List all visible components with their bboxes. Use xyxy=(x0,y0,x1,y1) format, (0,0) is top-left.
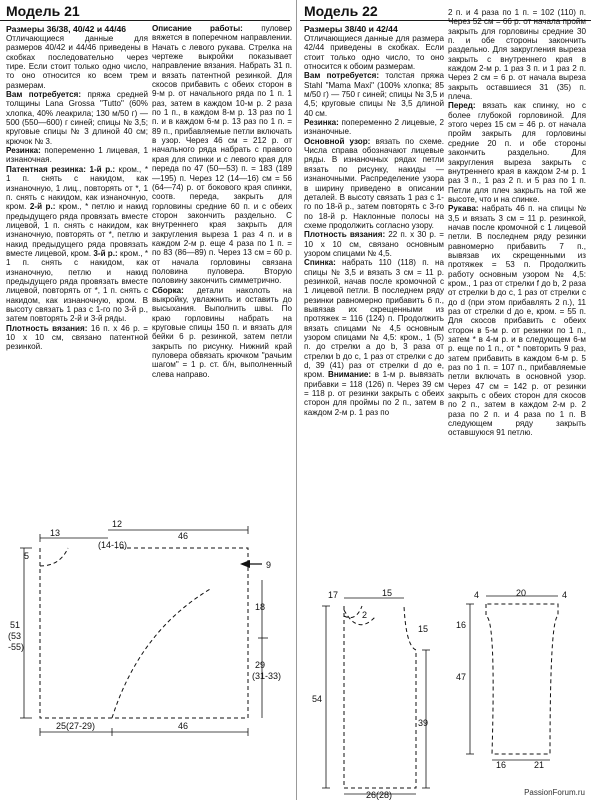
model21-sizes: Размеры 36/38, 40/42 и 44/46 xyxy=(6,24,127,34)
model21-rib-heading: Резинка: xyxy=(6,146,41,156)
model22-rib: Резинка: попеременно 2 лицевые, 2 изнаночные. xyxy=(304,118,444,137)
model21-dim-25: 25(27-29) xyxy=(56,721,96,731)
model21-dim-12: 12 xyxy=(112,520,123,529)
model22-dim-15-top: 15 xyxy=(382,588,393,598)
model22-back-heading: Спинка: xyxy=(304,258,336,268)
model21-patent: Патентная резинка: 1-й р.: кром., * 1 п. снять с накидом, как изнаночную, 1 лиц., повторять от *, 1 п. снять с накидом, как изнаночную, кром. 2-й р.: кром., * петлю и накид предыдущего ряда провязать вместе лицевой, 1 п. снять с накидом, как изнаночную, повторять от *, петлю и накид предыдущего ряда провязать вместе лицевой, кром. 3-й р.: кром., * 1 п. снять с накидом, как изнаночную, петлю и накид предыдущего ряда провязать вместе лицевой, повторять от *, 1 п. снять с накидом, как изнаночную, кром. В высоту связать 1 раз с 1-го по 3-й р., затем повторять 2-й и 3-й ряды. xyxy=(6,164,148,324)
model22-main-pattern: Основной узор: вязать по схеме. Числа справа обозначают лицевые ряды. В изнаночных рядах петли вязать по рисунку, накиды — изнаночными. Распределение узора в ширину приведено в описании деталей. В высоту связать 1 раз с 1-го по 18-й р., затем повторять с 3-го по 18-й р. Наклонные полосы на схеме продолжить согласно узору. xyxy=(304,136,445,230)
model22-dim-2: 2 xyxy=(362,610,368,620)
model22-gauge-heading: Плотность вязания: xyxy=(304,230,386,240)
model22-sleeve-dim-47: 47 xyxy=(456,672,467,682)
model22-front-neckline xyxy=(344,610,376,625)
model22-back-continued: 2 п. и 4 раза по 1 п. = 102 (110) п. Через 52 см = 66 р. от начала пройм закрыть для горловины средние 30 п. и обе стороны закончить раздельно. Для закругления выреза закрыть с внутреннего края в каждом 2-м р. 1 раз 3 п. и 1 раз 2 п. Через 2 см = 6 р. от начала выреза закрыть оставшиеся 31 (35) п. плеча. xyxy=(448,8,586,102)
model21-dim-29: 29 xyxy=(255,660,266,670)
model21-dim-46-bottom: 46 xyxy=(178,721,189,731)
model21-dim-53: (53 xyxy=(8,631,22,641)
model21-description-heading: Описание работы: xyxy=(152,24,243,33)
model22-sleeve-dim-20: 20 xyxy=(516,588,527,598)
watermark: PassionForum.ru xyxy=(524,788,585,797)
model22-title: Модель 22 xyxy=(304,3,378,19)
column-divider xyxy=(296,0,297,800)
model22-rib-heading: Резинка: xyxy=(304,118,339,128)
model21-title: Модель 21 xyxy=(6,3,80,19)
model22-sleeve-dim-21: 21 xyxy=(534,760,545,768)
model22-front-heading: Перед: xyxy=(448,101,476,111)
model22-back-neckline xyxy=(344,606,362,618)
model22-sleeve-heading: Рукава: xyxy=(448,204,479,214)
model22-materials: Вам потребуется: толстая пряжа Stahl "Mama Maxi" (100% хлопка; 85 м/50 г) — 750 г синей; спицы № 3,5 и 4,5; круговые спицы № 3,5 длиной 40 см. xyxy=(304,71,444,118)
model22-dim-39: 39 xyxy=(418,718,429,728)
model22-sizes: Размеры 38/40 и 42/44 xyxy=(304,24,398,34)
model21-pattern-diagram xyxy=(0,520,296,760)
model21-dim-5: 5 xyxy=(24,551,30,561)
model22-body-pattern xyxy=(300,588,440,800)
model22-text-col1 xyxy=(304,24,444,417)
model21-dim-31-33: (31-33) xyxy=(252,671,282,681)
model21-knit-direction-arrow xyxy=(240,560,262,568)
model21-dim-9: 9 xyxy=(266,560,272,570)
model21-rib: Резинка: попеременно 1 лицевая, 1 изнаночная. xyxy=(6,146,148,165)
model22-sleeve-dim-4-left: 4 xyxy=(474,590,480,600)
model21-dim-18: 18 xyxy=(255,602,266,612)
model22-sleeve-dim-16: 16 xyxy=(456,620,467,630)
model21-assembly-heading: Сборка: xyxy=(152,285,184,295)
model21-dim-55: -55) xyxy=(8,642,25,652)
model21-patent-heading: Патентная резинка: 1-й р.: xyxy=(6,164,116,174)
model21-assembly: Сборка: детали наколоть на выкройку, увлажнить и оставить до высыхания. Выполнить швы. По краю горловины набрать на круговые спицы 150 п. и вязать для бейки 6 р. резинкой, затем петли закрыть по рисунку. Нижний край пуловера обвязать крючком "рачьим шагом" = 1 р. ст. б/н, выполненный слева направо. xyxy=(152,285,292,379)
model22-sleeve-dim-16-bottom: 16 xyxy=(496,760,507,768)
model22-body-outline xyxy=(344,606,416,788)
model21-sleeve-slope xyxy=(112,588,212,718)
model22-dim-54: 54 xyxy=(312,694,323,704)
model21-text-col2 xyxy=(152,24,292,379)
model22-sleeve-outline xyxy=(486,604,558,754)
model22-main-pattern-heading: Основной узор: xyxy=(304,136,371,146)
model21-dim-12-alt: (14-16) xyxy=(98,540,128,550)
model21-text-col1 xyxy=(6,24,148,352)
model21-gauge-heading: Плотность вязания: xyxy=(6,323,88,333)
model22-dim-17: 17 xyxy=(328,590,339,600)
model21-dim-13: 13 xyxy=(50,528,61,538)
model21-dim-46-top: 46 xyxy=(178,531,189,541)
model22-text-col2 xyxy=(448,8,586,438)
model21-intro: Отличающиеся данные для размеров 40/42 и 44/46 приведены в скобках последовательно через тире. Если стоит только одно число, то оно относится ко всем трем размерам. xyxy=(6,34,148,90)
model21-materials: Вам потребуется: пряжа средней толщины Lana Grossa "Tutto" (60% хлопка, 40% леакрила; 130 м/50 г) — 500 (550—600) г синей; спицы № 3,5; круговые спицы № 3 длиной 40 см; крючок № 3. xyxy=(6,90,148,146)
model22-materials-heading: Вам потребуется: xyxy=(304,71,380,81)
model22-sleeve: Рукава: набрать 46 п. на спицы № 3,5 и вязать 3 см = 11 р. резинкой, начав после кромочной с 1 лицевой петли. В последнем ряду резинки равномерно прибавить 7 п., вывязав их скрещенными из протяжек = 53 п. Продолжить работу основным узором № 4,5: кром., 1 раз от стрелки f до b, 2 раза от стрелки b до c, 1 раз от стрелки c до d (при этом прибавлять 2 п.), 11 раз от стрелки d до e, кром. = 55 п. Для скосов прибавить с обеих сторон в 5-м р. от резинки по 1 п., затем * в 4-м р. и в следующем 6-м р. еще по 1 п., от * повторить 9 раз, затем прибавить в каждом 6-м р. 5 раз по 1 п. = 107 п., прибавляемые петли включать в основной узор. Через 47 см = 142 р. от резинки закрыть с обеих сторон для скосов по 2 п., затем в каждом 2-м р. 2 раза по 2 п. и 4 раза по 1 п. В следующем ряду закрыть оставшуюся 91 петлю. xyxy=(448,204,586,438)
model21-materials-heading: Вам потребуется: xyxy=(6,90,82,100)
model21-pattern-outline xyxy=(40,548,248,718)
model21-neckline xyxy=(40,548,68,566)
model21-gauge: Плотность вязания: 16 п. х 46 р. = 10 х 10 см, связано патентной резинкой. xyxy=(6,323,148,352)
model22-intro: Отличающиеся данные для размера 42/44 приведены в скобках. Если стоит только одно число, то оно относится к обоим размерам. xyxy=(304,34,444,72)
model22-back: Спинка: набрать 110 (118) п. на спицы № 3,5 и вязать 3 см = 11 р. резинкой, начав после кромочной с 1 лицевой петли. В последнем ряду резинки равномерно прибавить 6 п., вывязав их скрещенными из протяжек = 116 (124) п. Продолжить вязать спицами № 4,5 основным узором спицами № 4,5: кром., 1 (5) п. до стрелки а до b, 3 раза от стрелки b до c, 1 раз от стрелки c до d, 39 (41) раз от стрелки d до e, кром. Внимание: в 1-м р. вывязать прибавки = 118 (126) п. Через 39 см = 118 р. от резинки закрыть с обеих сторон для проймы по 2 п., затем в каждом 2-м р. 1 раз по xyxy=(304,258,444,417)
header-rule-left xyxy=(0,20,290,21)
model22-front: Перед: вязать как спинку, но с более глубокой горловиной. Для этого через 15 см = 46 р. от начала пройм закрыть для горловины средние 20 п. и обе стороны закончить раздельно. Для закругления выреза закрыть с внутреннего края в каждом 2-м р. 1 раз 3 п., 1 раз 2 п. и 5 раз по 1 п. Петли для плеч закрыть на той же высоте, что и на спинке. xyxy=(448,101,586,204)
model22-attention-heading: Внимание: xyxy=(327,370,372,380)
model22-dim-26: 26(28) xyxy=(366,790,393,800)
model22-sleeve-dim-4-right: 4 xyxy=(562,590,568,600)
model22-dim-15-side: 15 xyxy=(418,624,429,634)
model21-description: Описание работы: пуловер вяжется в поперечном направлении. Начать с левого рукава. Стрелка на чертеже выкройки показывает направление вязания. Набрать 31 п. и вязать патентной резинкой. Для скосов прибавить с обеих сторон в 9-м р. от начального ряда по 1 п. 1 раз, затем в каждом 10-м р. 2 раза по 1 п., в каждом 8-м р. 13 раз по 1 п. и в каждом 6-м р. 13 раз по 1 п. = 89 п., прибавляемые петли включать в узор. Через 46 см = 212 р. от начального ряда набрать с правого края для спинки и с левого края для переда по 47 (50—53) п. = 183 (189—195) п. Через 12 (14—16) см = 56 (64—74) р. от бокового края спинки, соотв. переда, закрыть для горловины средние 60 п. и с обеих сторон закончить раздельно. С внутреннего края закрыть для закругления выреза 1 раз 4 п. и в каждом 2-м р. еще 4 раза по 1 п. = по 83 (86—89) п. Через 13 см = 60 р. от начала горловины связана половина пуловера. Вторую половину закончить симметрично. xyxy=(152,24,293,286)
model21-dim-51: 51 xyxy=(10,620,21,630)
model22-sleeve-pattern xyxy=(450,588,591,768)
model22-gauge: Плотность вязания: 22 п. х 30 р. = 10 х 10 см, связано основным узором спицами № 4,5. xyxy=(304,230,445,258)
